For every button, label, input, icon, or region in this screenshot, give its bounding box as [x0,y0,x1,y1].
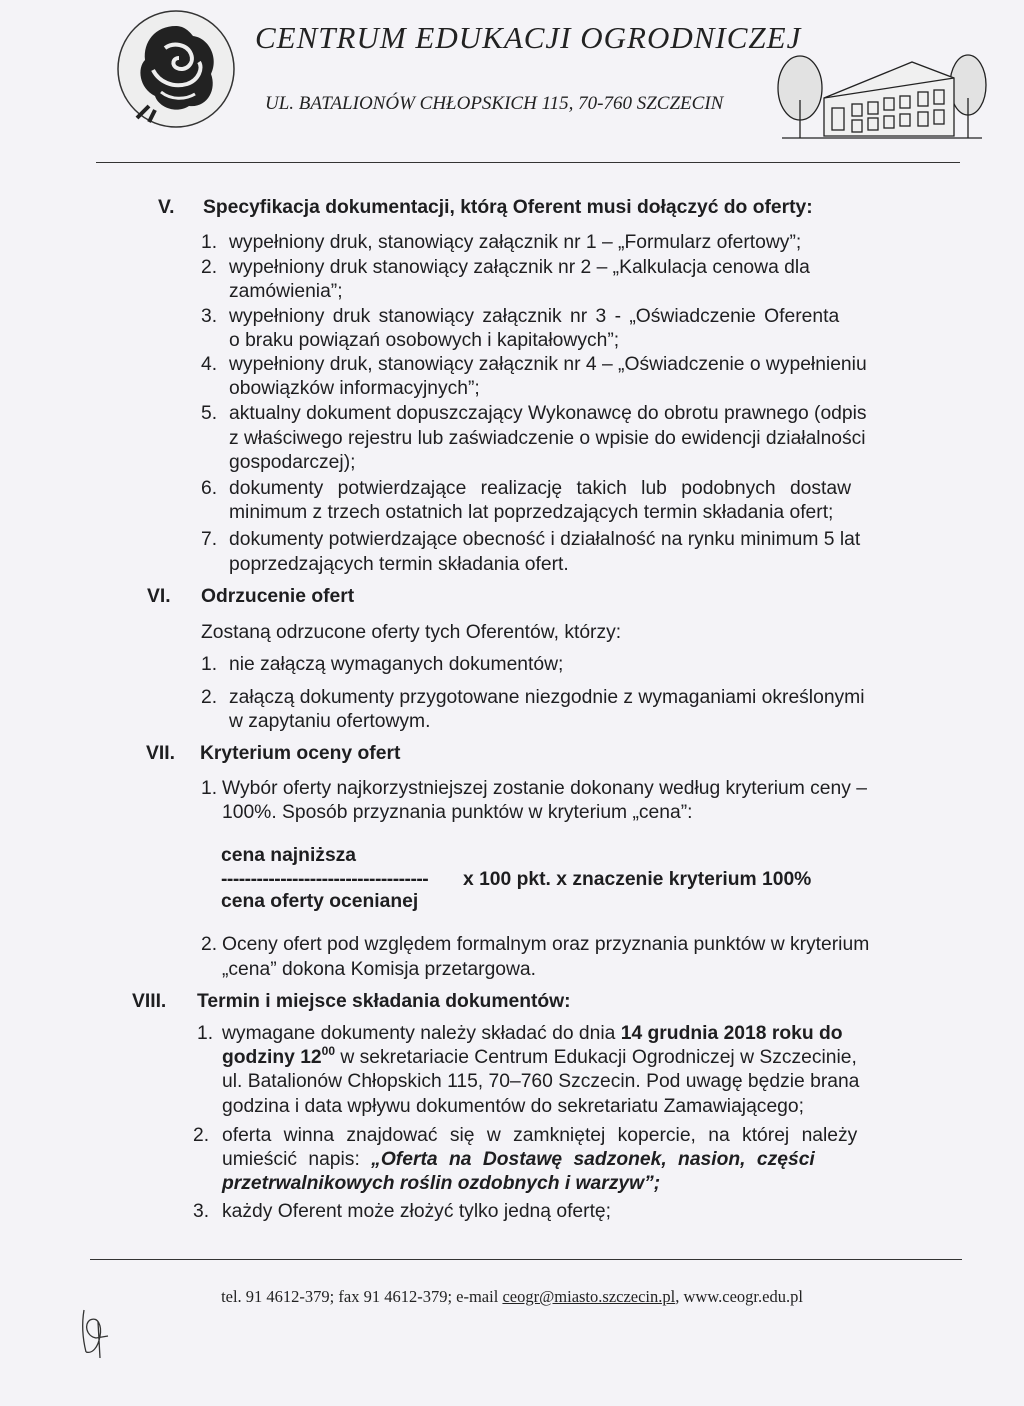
list-item-number: 1. [201,778,218,799]
header-divider [96,162,960,163]
list-item-text: ul. Batalionów Chłopskich 115, 70–760 Szczecin. Pod uwagę będzie brana [222,1071,860,1092]
list-item-number: 1. [201,654,218,675]
list-item-number: 4. [201,354,218,375]
list-item-text: 100%. Sposób przyznania punktów w kryterium „cena”: [222,802,693,823]
list-item-text: Oceny ofert pod względem formalnym oraz przyznania punktów w kryterium [222,934,870,955]
footer-separator: , [675,1287,684,1306]
list-item-number: 7. [201,529,218,550]
institution-logo [115,8,237,130]
section-vi-title: Odrzucenie ofert [201,586,355,607]
list-item-text: wypełniony druk stanowiący załącznik nr 3 - „Oświadczenie Oferenta [229,306,840,327]
list-item-text: załączą dokumenty przygotowane niezgodnie z wymaganiami określonymi [229,687,865,708]
list-item-text [229,256,903,280]
list-item-number: 6. [201,478,218,499]
organization-name: CENTRUM EDUKACJI OGRODNICZEJ [255,20,802,55]
list-item-number: 1. [201,232,218,253]
list-item-text: „cena” dokona Komisja przetargowa. [222,959,537,980]
list-item-text: Wybór oferty najkorzystniejszej zostanie dokonany według kryterium ceny – [222,778,867,799]
deadline-hour: godziny 12 [222,1047,322,1068]
list-item-number: 3. [193,1201,210,1222]
list-item-text: o braku powiązań osobowych i kapitałowych”; [229,330,620,351]
list-item-text: w zapytaniu ofertowym. [229,711,431,732]
list-item-text: zamówienia”; [229,281,343,302]
list-item-text [222,1022,843,1046]
section-vi-numeral: VI. [147,586,171,607]
list-item-text: przetrwalnikowych roślin ozdobnych i warzyw”; [222,1173,661,1194]
formula-numerator: cena najniższa [221,845,357,866]
deadline-text: wymagane dokumenty należy składać do dnia [222,1023,621,1044]
formula-multiplier: x 100 pkt. x znaczenie kryterium 100% [463,869,812,890]
organization-address: UL. BATALIONÓW CHŁOPSKICH 115, 70-760 SZCZECIN [265,93,724,114]
section-v-numeral: V. [158,197,175,218]
list-item-number: 2. [201,257,218,278]
list-item-text: poprzedzających termin składania ofert. [229,554,569,575]
list-item-number: 2. [201,687,218,708]
formula-denominator: cena oferty ocenianej [221,891,419,912]
list-item-text: aktualny dokument dopuszczający Wykonawcę do obrotu prawnego (odpis [229,403,867,424]
section-v-title: Specyfikacja dokumentacji, którą Oferent musi dołączyć do oferty: [203,197,813,218]
list-item-text: każdy Oferent może złożyć tylko jedną ofertę; [222,1201,612,1222]
footer-contact [0,1287,1024,1307]
envelope-label-text: „Oferta na Dostawę sadzonek, nasion, części [371,1149,815,1170]
deadline-date: 14 grudnia 2018 roku do [620,1023,843,1044]
list-item-text [222,1046,857,1070]
list-item-text: dokumenty potwierdzające realizację takich lub podobnych dostaw [229,478,852,499]
list-item-number: 1. [197,1023,214,1044]
footer-website-link[interactable]: www.ceogr.edu.pl [683,1287,803,1306]
deadline-minutes: 00 [321,1044,335,1058]
list-item-text: obowiązków informacyjnych”; [229,378,480,399]
deadline-place: w sekretariacie Centrum Edukacji Ogrodniczej w Szczecinie, [335,1047,857,1068]
footer-email-link[interactable]: ceogr@miasto.szczecin.pl [502,1287,676,1306]
envelope-label-intro: umieścić napis: [222,1149,372,1170]
list-item-text: oferta winna znajdować się w zamkniętej kopercie, na której należy [222,1125,858,1146]
list-item-text: dokumenty potwierdzające obecność i działalność na rynku minimum 5 lat [229,529,861,550]
list-item-text: wypełniony druk, stanowiący załącznik nr 1 – „Formularz ofertowy”; [229,232,802,253]
school-building-illustration [772,40,987,142]
list-item-text: nie załączą wymaganych dokumentów; [229,654,564,675]
list-item-text: gospodarczej); [229,452,356,473]
list-item-text: godzina i data wpływu dokumentów do sekretariatu Zamawiającego; [222,1096,804,1117]
list-item-number: 3. [201,306,218,327]
list-item-number: 5. [201,403,218,424]
section-vi-intro: Zostaną odrzucone oferty tych Oferentów, którzy: [201,622,622,643]
section-vii-title: Kryterium oceny ofert [200,743,401,764]
footer-divider [90,1259,962,1260]
list-item-line: wypełniony druk stanowiący załącznik nr 2 – „Kalkulacja cenowa dla [229,257,810,278]
handwritten-page-number [78,1302,114,1360]
section-viii-title: Termin i miejsce składania dokumentów: [197,991,571,1012]
formula-dashes: ----------------------------------- [221,869,429,890]
list-item-number: 2. [201,934,218,955]
list-item-text: minimum z trzech ostatnich lat poprzedzających termin składania ofert; [229,502,834,523]
section-viii-numeral: VIII. [132,991,167,1012]
list-item-text: z właściwego rejestru lub zaświadczenie o wpisie do ewidencji działalności [229,428,866,449]
list-item-text: wypełniony druk, stanowiący załącznik nr 4 – „Oświadczenie o wypełnieniu [229,354,867,375]
section-vii-numeral: VII. [146,743,175,764]
footer-phone-fax: tel. 91 4612-379; fax 91 4612-379; e-mail [221,1287,503,1306]
list-item-number: 2. [193,1125,210,1146]
list-item-text [222,1148,815,1172]
